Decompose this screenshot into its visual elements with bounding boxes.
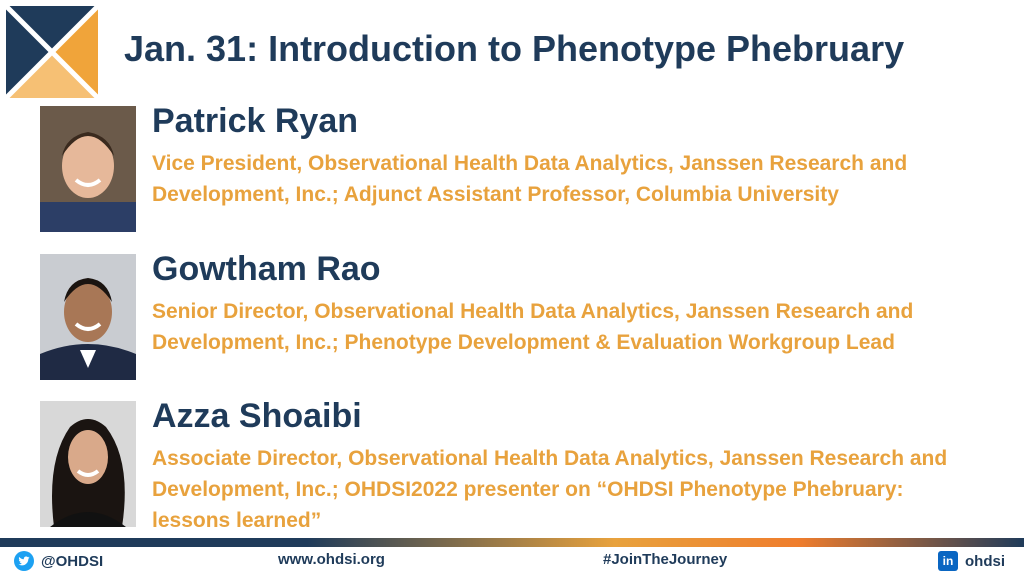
ohdsi-logo [6,6,98,98]
twitter-icon [14,551,34,571]
footer [0,547,1024,576]
avatar [40,106,136,232]
hashtag-label: #JoinTheJourney [603,551,728,568]
website-link[interactable] [278,551,385,568]
linkedin-icon: in [938,551,958,571]
footer-divider [0,538,1024,547]
avatar [40,401,136,527]
speaker-name: Azza Shoaibi [152,397,362,435]
page-title: Jan. 31: Introduction to Phenotype Phebruary [124,28,905,69]
speaker-name: Patrick Ryan [152,102,358,140]
linkedin-label: ohdsi [965,552,1005,570]
website-label: www.ohdsi.org [278,551,385,568]
avatar [40,254,136,380]
hashtag-text [603,551,727,568]
speaker-role: Associate Director, Observational Health Data Analytics, Janssen Research and Development, Inc.; OHDSI2022 presenter on “OHDSI Phenotype Phebruary: lessons learned” [152,447,948,532]
twitter-handle[interactable] [14,551,103,571]
speaker-role: Vice President, Observational Health Data Analytics, Janssen Research and Development, Inc.; Adjunct Assistant Professor, Columbia University [152,152,908,206]
speaker-name: Gowtham Rao [152,250,381,288]
linkedin-handle[interactable] [938,551,1005,571]
speaker-role: Senior Director, Observational Health Data Analytics, Janssen Research and Development, Inc.; Phenotype Development & Evaluation Workgroup Lead [152,300,914,354]
twitter-label: @OHDSI [41,552,104,570]
